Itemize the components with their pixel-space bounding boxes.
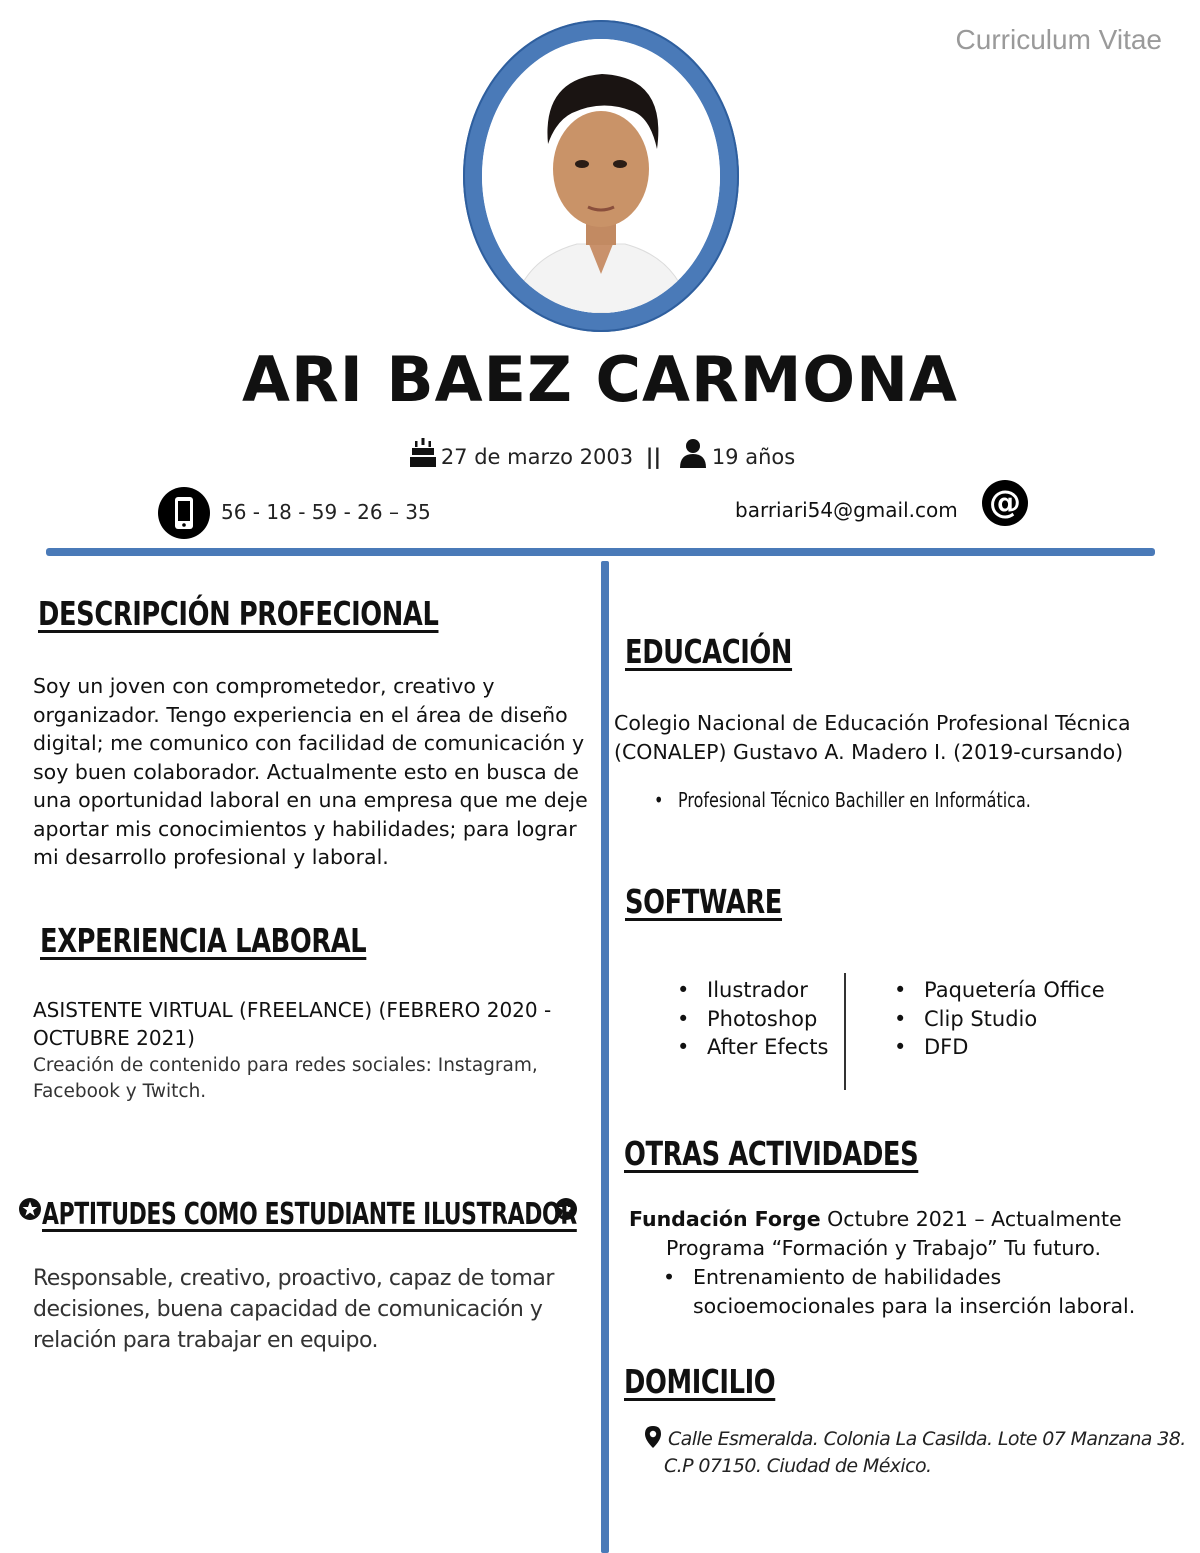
description-line: digital; me comunico con facilidad de comunicación y bbox=[33, 731, 585, 755]
description-line: soy buen colaborador. Actualmente esto en busca de bbox=[33, 759, 579, 784]
activities-period: Octubre 2021 – Actualmente bbox=[820, 1207, 1122, 1231]
description-line: aportar mis conocimientos y habilidades; para lograr bbox=[33, 816, 577, 841]
software-item: • Photoshop bbox=[707, 1005, 828, 1034]
software-item: • After Efects bbox=[707, 1033, 828, 1062]
experience-detail-line: Creación de contenido para redes sociales: Instagram, bbox=[33, 1055, 538, 1076]
at-icon: @ bbox=[982, 480, 1028, 526]
description-line: organizador. Tengo experiencia en el área de diseño bbox=[33, 702, 568, 727]
phone-number[interactable]: 56 - 18 - 59 - 26 – 35 bbox=[221, 500, 431, 524]
description-line: mi desarrollo profesional y laboral. bbox=[33, 845, 389, 869]
software-list-col1 bbox=[707, 976, 828, 1062]
aptitudes-line: decisiones, buena capacidad de comunicación y bbox=[33, 1297, 543, 1322]
education-bullet: • Profesional Técnico Bachiller en Informática. bbox=[678, 788, 1031, 812]
software-item: • Ilustrador bbox=[707, 976, 828, 1005]
software-item: • DFD bbox=[924, 1033, 1105, 1062]
address-heading: DOMICILIO bbox=[624, 1362, 776, 1401]
email-address[interactable]: barriari54@gmail.com bbox=[735, 498, 958, 522]
age: 19 años bbox=[711, 445, 796, 469]
software-item: • Clip Studio bbox=[924, 1005, 1105, 1034]
address-text bbox=[644, 1425, 1186, 1480]
software-list-col2 bbox=[924, 976, 1105, 1062]
aptitudes-line: relación para trabajar en equipo. bbox=[33, 1328, 379, 1353]
description-heading: DESCRIPCIÓN PROFECIONAL bbox=[38, 594, 439, 633]
experience-role-line: OCTUBRE 2021) bbox=[33, 1026, 195, 1050]
activities-heading: OTRAS ACTIVIDADES bbox=[624, 1134, 919, 1173]
activities-bullet-line: Entrenamiento de habilidades bbox=[693, 1265, 1002, 1289]
profile-photo bbox=[482, 39, 720, 313]
experience-role-line: ASISTENTE VIRTUAL (FREELANCE) (FEBRERO 2020 - bbox=[33, 998, 552, 1022]
aptitudes-text bbox=[33, 1263, 593, 1356]
experience-role bbox=[33, 996, 603, 1052]
education-heading: EDUCACIÓN bbox=[625, 632, 793, 671]
experience-heading: EXPERIENCIA LABORAL bbox=[40, 921, 367, 960]
software-divider bbox=[844, 973, 846, 1090]
header-divider bbox=[46, 548, 1155, 556]
experience-detail-line: Facebook y Twitch. bbox=[33, 1081, 207, 1102]
cake-icon bbox=[409, 438, 437, 473]
personal-info-row bbox=[0, 438, 1200, 473]
star-badge-icon bbox=[18, 1197, 42, 1221]
activities-bullet bbox=[693, 1263, 1135, 1320]
activities-bullet-line: socioemocionales para la inserción laboral. bbox=[693, 1293, 1136, 1318]
profile-photo-frame bbox=[463, 20, 739, 332]
activities-org-line bbox=[629, 1205, 1122, 1234]
aptitudes-heading: APTITUDES COMO ESTUDIANTE ILUSTRADOR bbox=[42, 1197, 577, 1232]
education-line: Colegio Nacional de Educación Profesional Técnica bbox=[614, 711, 1131, 735]
phone-icon bbox=[158, 487, 210, 539]
software-item: • Paquetería Office bbox=[924, 976, 1105, 1005]
experience-detail bbox=[33, 1053, 603, 1105]
education-text bbox=[614, 709, 1184, 766]
aptitudes-heading-row bbox=[18, 1197, 598, 1232]
aptitudes-line: Responsable, creativo, proactivo, capaz de tomar bbox=[33, 1266, 554, 1291]
address-line: Calle Esmeralda. Colonia La Casilda. Lote 07 Manzana 38. bbox=[668, 1428, 1186, 1450]
birth-date: 27 de marzo 2003 bbox=[440, 445, 634, 469]
info-separator: || bbox=[645, 445, 662, 469]
address-line: C.P 07150. Ciudad de México. bbox=[664, 1455, 932, 1477]
education-line: (CONALEP) Gustavo A. Madero I. (2019-cursando) bbox=[614, 739, 1124, 764]
description-line: Soy un joven con comprometedor, creativo y bbox=[33, 674, 495, 698]
activities-bullet-list bbox=[693, 1263, 1135, 1320]
description-text bbox=[33, 672, 603, 872]
candidate-name: ARI BAEZ CARMONA bbox=[241, 343, 958, 416]
location-pin-icon bbox=[644, 1425, 662, 1449]
description-line: una oportunidad laboral en una empresa que me deje bbox=[33, 788, 588, 812]
person-icon bbox=[678, 438, 708, 473]
activities-program: Programa “Formación y Trabajo” Tu futuro. bbox=[666, 1236, 1101, 1260]
activities-org: Fundación Forge bbox=[629, 1207, 821, 1231]
software-heading: SOFTWARE bbox=[625, 882, 783, 921]
profile-photo-illustration bbox=[482, 39, 720, 313]
education-bullet-list bbox=[678, 788, 1031, 812]
document-type-label: Curriculum Vitae bbox=[955, 24, 1162, 55]
